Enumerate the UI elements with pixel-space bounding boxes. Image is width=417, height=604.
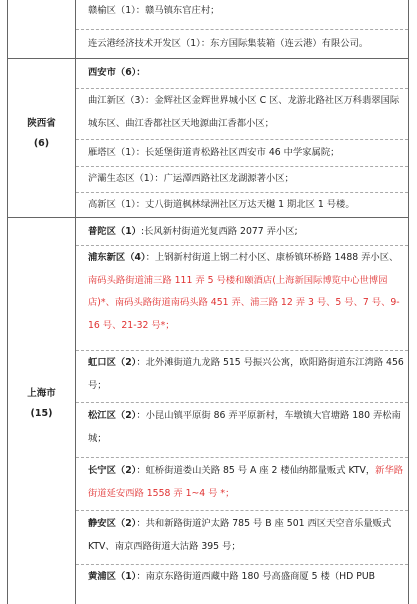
city-header-xian: 西安市（6）：	[88, 67, 146, 78]
row-divider	[76, 457, 408, 458]
district-text: ：虹桥街道娄山关路 85 号 A 座 2 楼仙纳都量贩式 KTV，	[136, 465, 376, 476]
region-table	[7, 0, 409, 604]
row-songjiang	[88, 405, 406, 450]
province-shanghai	[8, 384, 75, 424]
row-divider	[76, 402, 408, 403]
row-divider	[76, 88, 408, 89]
district-text: ：北外滩街道九龙路 515 号振兴公寓，欧阳路街道东江湾路 456 号；	[88, 357, 404, 391]
row-divider	[76, 166, 408, 167]
row-divider	[76, 510, 408, 511]
highlighted-text: 南码头路街道浦三路 111 弄 5 号楼和颐酒店(上海新国际博览中心世博园店)*、南码头路街道南码头路 451 弄、浦三路 12 弄 3 号、5 号、7 号、9-16 号、21-32 号*；	[88, 274, 400, 331]
district-label: 黄浦区（1）	[88, 571, 137, 582]
row-gaoxin: 高新区（1）：丈八街道枫林绿洲社区万达天樾 1 期北区 1 号楼。	[88, 199, 355, 210]
province-name: 上海市	[27, 388, 56, 399]
row-divider	[76, 192, 408, 193]
province-shaanxi	[8, 114, 75, 154]
district-text: ：上钢新村街道上钢二村小区、康桥镇环桥路 1488 弄小区、	[145, 252, 399, 263]
district-text: ：共和新路街道沪太路 785 号 B 座 501 西区天空音乐量贩式 KTV、南京西路街道大沽路 395 号；	[88, 518, 392, 552]
row-putuo	[88, 221, 406, 244]
row-yanta: 雁塔区（1）：长延堡街道青松路社区西安市 46 中学家属院；	[88, 147, 340, 158]
row-huangpu	[88, 566, 406, 589]
section-divider	[8, 58, 408, 59]
province-count: (15)	[30, 408, 53, 419]
row-divider	[76, 350, 408, 351]
row-jingan	[88, 513, 406, 558]
section-divider	[8, 217, 408, 218]
district-label: 长宁区（2）	[88, 465, 137, 476]
row-pudong	[88, 247, 406, 337]
district-text: ：南京东路街道西藏中路 180 号高盛商厦 5 楼（HD PUB	[136, 571, 376, 582]
row-divider	[76, 139, 408, 140]
province-count: (6)	[33, 138, 50, 149]
row-ganyu: 赣榆区（1）：赣马镇东官庄村；	[88, 5, 220, 16]
row-changning	[88, 460, 406, 505]
highlighted-text: 新华路街道延安西路 1558 弄 1~4 号 *；	[88, 465, 404, 499]
district-label: 浦东新区（4）	[88, 252, 146, 263]
row-hongkou	[88, 352, 406, 397]
province-name: 陕西省	[27, 118, 56, 129]
district-text: :长风新村街道光复西路 2077 弄小区;	[140, 226, 298, 237]
district-label: 静安区（2）	[88, 518, 137, 529]
row-divider	[76, 245, 408, 246]
district-label: 虹口区（2）	[88, 357, 137, 368]
row-lianyungang: 连云港经济技术开发区（1）：东方国际集装箱（连云港）有限公司。	[88, 38, 369, 49]
column-divider	[75, 0, 76, 604]
district-label: 松江区（2）	[88, 410, 137, 421]
row-qujiang: 曲江新区（3）：金辉社区金辉世界城小区 C 区、龙游北路社区万科翡翠国际城东区、曲江香都社区天地源曲江香都小区；	[88, 95, 400, 129]
district-text: ：小昆山镇平原街 86 弄平原新村，车墩镇大官塘路 180 弄松南城；	[88, 410, 401, 444]
row-divider	[76, 29, 408, 30]
row-chanba: 浐灞生态区（1）：广运潭西路社区龙湖源著小区；	[88, 173, 294, 184]
district-label: 普陀区（1）	[88, 226, 141, 237]
row-divider	[76, 564, 408, 565]
